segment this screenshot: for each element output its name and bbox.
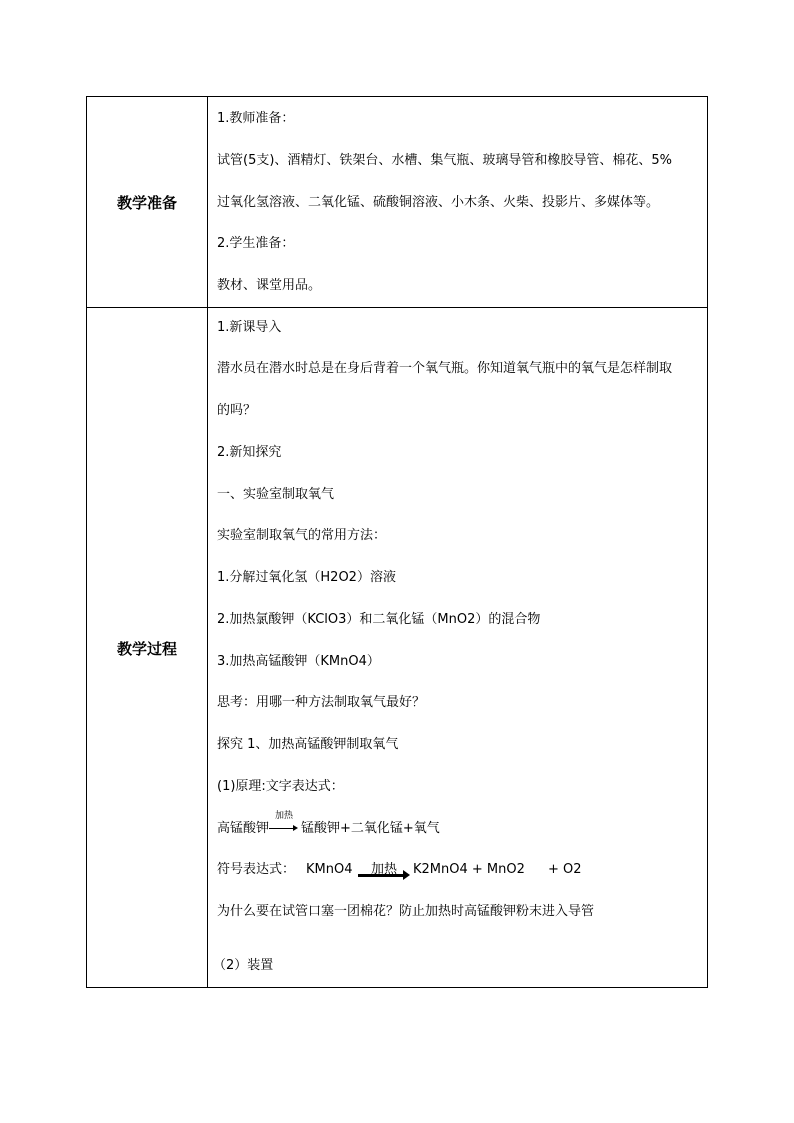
intro-question-line-1: 潜水员在潜水时总是在身后背着一个氧气瓶。你知道氧气瓶中的氧气是怎样制取 — [217, 361, 673, 376]
teacher-prep-materials-line-2: 过氧化氢溶液、二氧化锰、硫酸铜溶液、小木条、火柴、投影片、多媒体等。 — [217, 195, 660, 210]
intro-question-line-2: 的吗？ — [217, 403, 257, 418]
word-eq-arrow — [269, 828, 296, 829]
teaching-process-content — [209, 308, 707, 988]
lesson-plan-table — [86, 96, 708, 988]
teaching-process-label: 教学过程 — [87, 308, 208, 988]
teaching-preparation-content — [209, 97, 707, 307]
think-question: 思考：用哪一种方法制取氧气最好？ — [217, 695, 426, 710]
teacher-prep-materials-line-1: 试管(5支)、酒精灯、铁架台、水槽、集气瓶、玻璃导管和橡胶导管、棉花、5% — [217, 153, 673, 168]
student-prep-materials: 教材、课堂用品。 — [217, 278, 322, 293]
method-2: 2.加热氯酸钾（KClO3）和二氧化锰（MnO2）的混合物 — [217, 612, 541, 627]
word-eq-reactant: 高锰酸钾 — [217, 821, 270, 836]
principle-heading: (1)原理:文字表达式： — [217, 779, 344, 794]
new-lesson-intro-heading: 1.新课导入 — [217, 320, 282, 335]
section-one-heading: 一、实验室制取氧气 — [217, 487, 335, 502]
apparatus-heading: （2）装置 — [213, 958, 274, 973]
teaching-preparation-label: 教学准备 — [87, 97, 208, 307]
word-eq-products: 锰酸钾+二氧化锰+氧气 — [301, 821, 440, 836]
common-methods-heading: 实验室制取氧气的常用方法： — [217, 528, 387, 543]
symbol-eq-reactant: KMnO4 — [306, 862, 353, 877]
symbol-eq-products: K2MnO4 + MnO2 — [413, 862, 525, 877]
symbol-eq-condition: 加热 — [371, 862, 398, 877]
symbol-eq-prefix: 符号表达式： — [217, 862, 296, 877]
student-prep-heading: 2.学生准备： — [217, 236, 295, 251]
method-1: 1.分解过氧化氢（H2O2）溶液 — [217, 570, 396, 585]
teaching-process-row — [87, 308, 707, 988]
symbol-eq-oxygen: + O2 — [548, 862, 582, 877]
method-3: 3.加热高锰酸钾（KMnO4） — [217, 654, 380, 669]
word-eq-condition: 加热 — [275, 811, 294, 821]
inquiry-1-heading: 探究 1、加热高锰酸钾制取氧气 — [217, 737, 399, 752]
teaching-preparation-row — [87, 97, 707, 308]
teacher-prep-heading: 1.教师准备： — [217, 111, 295, 126]
new-knowledge-heading: 2.新知探究 — [217, 445, 282, 460]
cotton-question: 为什么要在试管口塞一团棉花？防止加热时高锰酸钾粉末进入导管 — [217, 904, 595, 919]
